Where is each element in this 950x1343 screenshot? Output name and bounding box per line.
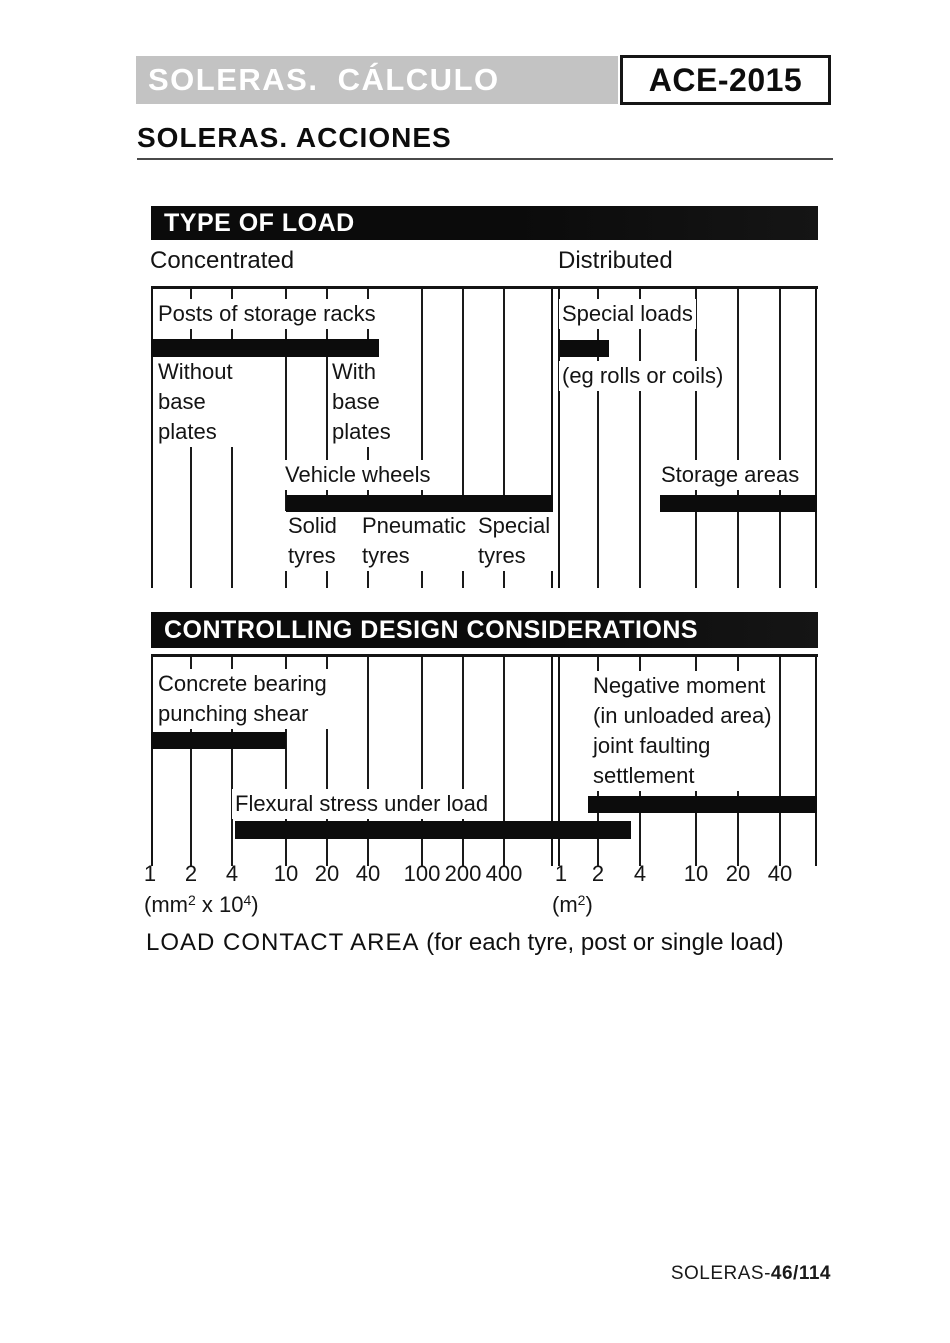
chart-top-border — [151, 654, 818, 657]
page-footer — [600, 1263, 831, 1285]
header-code: ACE-2015 — [648, 62, 803, 98]
range-bar-special_loads — [560, 340, 609, 357]
axis-tick-label: 40 — [355, 861, 381, 886]
item-label-flexural: Flexural stress under load — [232, 789, 491, 819]
item-label-special_loads: Special loads — [559, 299, 696, 329]
sublabel-pneumatic: Pneumatic tyres — [359, 511, 469, 571]
grid-line — [597, 286, 599, 588]
axis-tick-label: 1 — [143, 861, 157, 886]
item-label-negative: Negative moment (in unloaded area) joint faulting settlement — [590, 671, 775, 791]
panel-divider-right — [558, 286, 560, 588]
axis-tick-label: 4 — [633, 861, 647, 886]
axis-tick-label: 40 — [767, 861, 793, 886]
range-bar-flexural — [235, 821, 631, 839]
grid-line — [695, 286, 697, 588]
axis-tick-label: 400 — [485, 861, 523, 886]
sublabel-without: Without base plates — [155, 357, 236, 447]
footer-prefix: SOLERAS- — [670, 1263, 771, 1284]
axis-tick-label: 1 — [554, 861, 568, 886]
axis-tick-label: 20 — [725, 861, 751, 886]
axis-tick-label: 20 — [314, 861, 340, 886]
item-label-bearing: Concrete bearing punching shear — [155, 669, 330, 729]
sublabel-solid: Solid tyres — [285, 511, 340, 571]
item-label-posts: Posts of storage racks — [155, 299, 379, 329]
range-bar-bearing — [151, 732, 286, 749]
sublabel-with: With base plates — [329, 357, 394, 447]
range-bar-storage — [660, 495, 817, 512]
axis-unit-label-right: $(m^2)$ — [552, 892, 593, 917]
axis-tick-label: 2 — [184, 861, 198, 886]
grid-line — [639, 286, 641, 588]
header-title: SOLERAS. CÁLCULO — [148, 62, 500, 97]
range-bar-posts — [151, 339, 379, 357]
section-title-bar-type_of_load: TYPE OF LOAD — [151, 206, 818, 240]
axis-tick-label: 4 — [225, 861, 239, 886]
axis-tick-label: 2 — [591, 861, 605, 886]
axis-tick-label: 200 — [444, 861, 482, 886]
chart-top-border — [151, 286, 818, 289]
item-label-vehicle: Vehicle wheels — [282, 460, 434, 490]
grid-line — [779, 654, 781, 866]
item-note-special_loads: (eg rolls or coils) — [559, 361, 726, 391]
x-axis-title — [146, 929, 784, 957]
section-title-bar-design: CONTROLLING DESIGN CONSIDERATIONS — [151, 612, 818, 648]
panel-heading-left: Concentrated — [150, 247, 295, 274]
axis-tick-label: 100 — [403, 861, 441, 886]
chart-left-border — [151, 654, 153, 866]
chart-left-border — [151, 286, 153, 588]
x-axis-title-note: (for each tyre, post or single load) — [426, 929, 784, 956]
chart-right-border — [815, 654, 817, 866]
grid-line — [737, 286, 739, 588]
axis-tick-label: 10 — [273, 861, 299, 886]
chart-right-border — [815, 286, 817, 588]
sublabel-special_tyres: Special tyres — [475, 511, 553, 571]
panel-heading-right: Distributed — [558, 247, 673, 274]
range-bar-negative — [588, 796, 817, 813]
axis-unit-label-left: ($mm^2$ x $10^4$) — [144, 892, 259, 917]
page-title: SOLERAS. ACCIONES — [137, 122, 452, 153]
x-axis-title-main: LOAD CONTACT AREA — [146, 929, 420, 956]
footer-page-number: 46/114 — [770, 1263, 831, 1284]
axis-tick-label: 10 — [683, 861, 709, 886]
item-label-storage: Storage areas — [658, 460, 802, 490]
range-bar-vehicle — [286, 495, 553, 512]
grid-line — [779, 286, 781, 588]
